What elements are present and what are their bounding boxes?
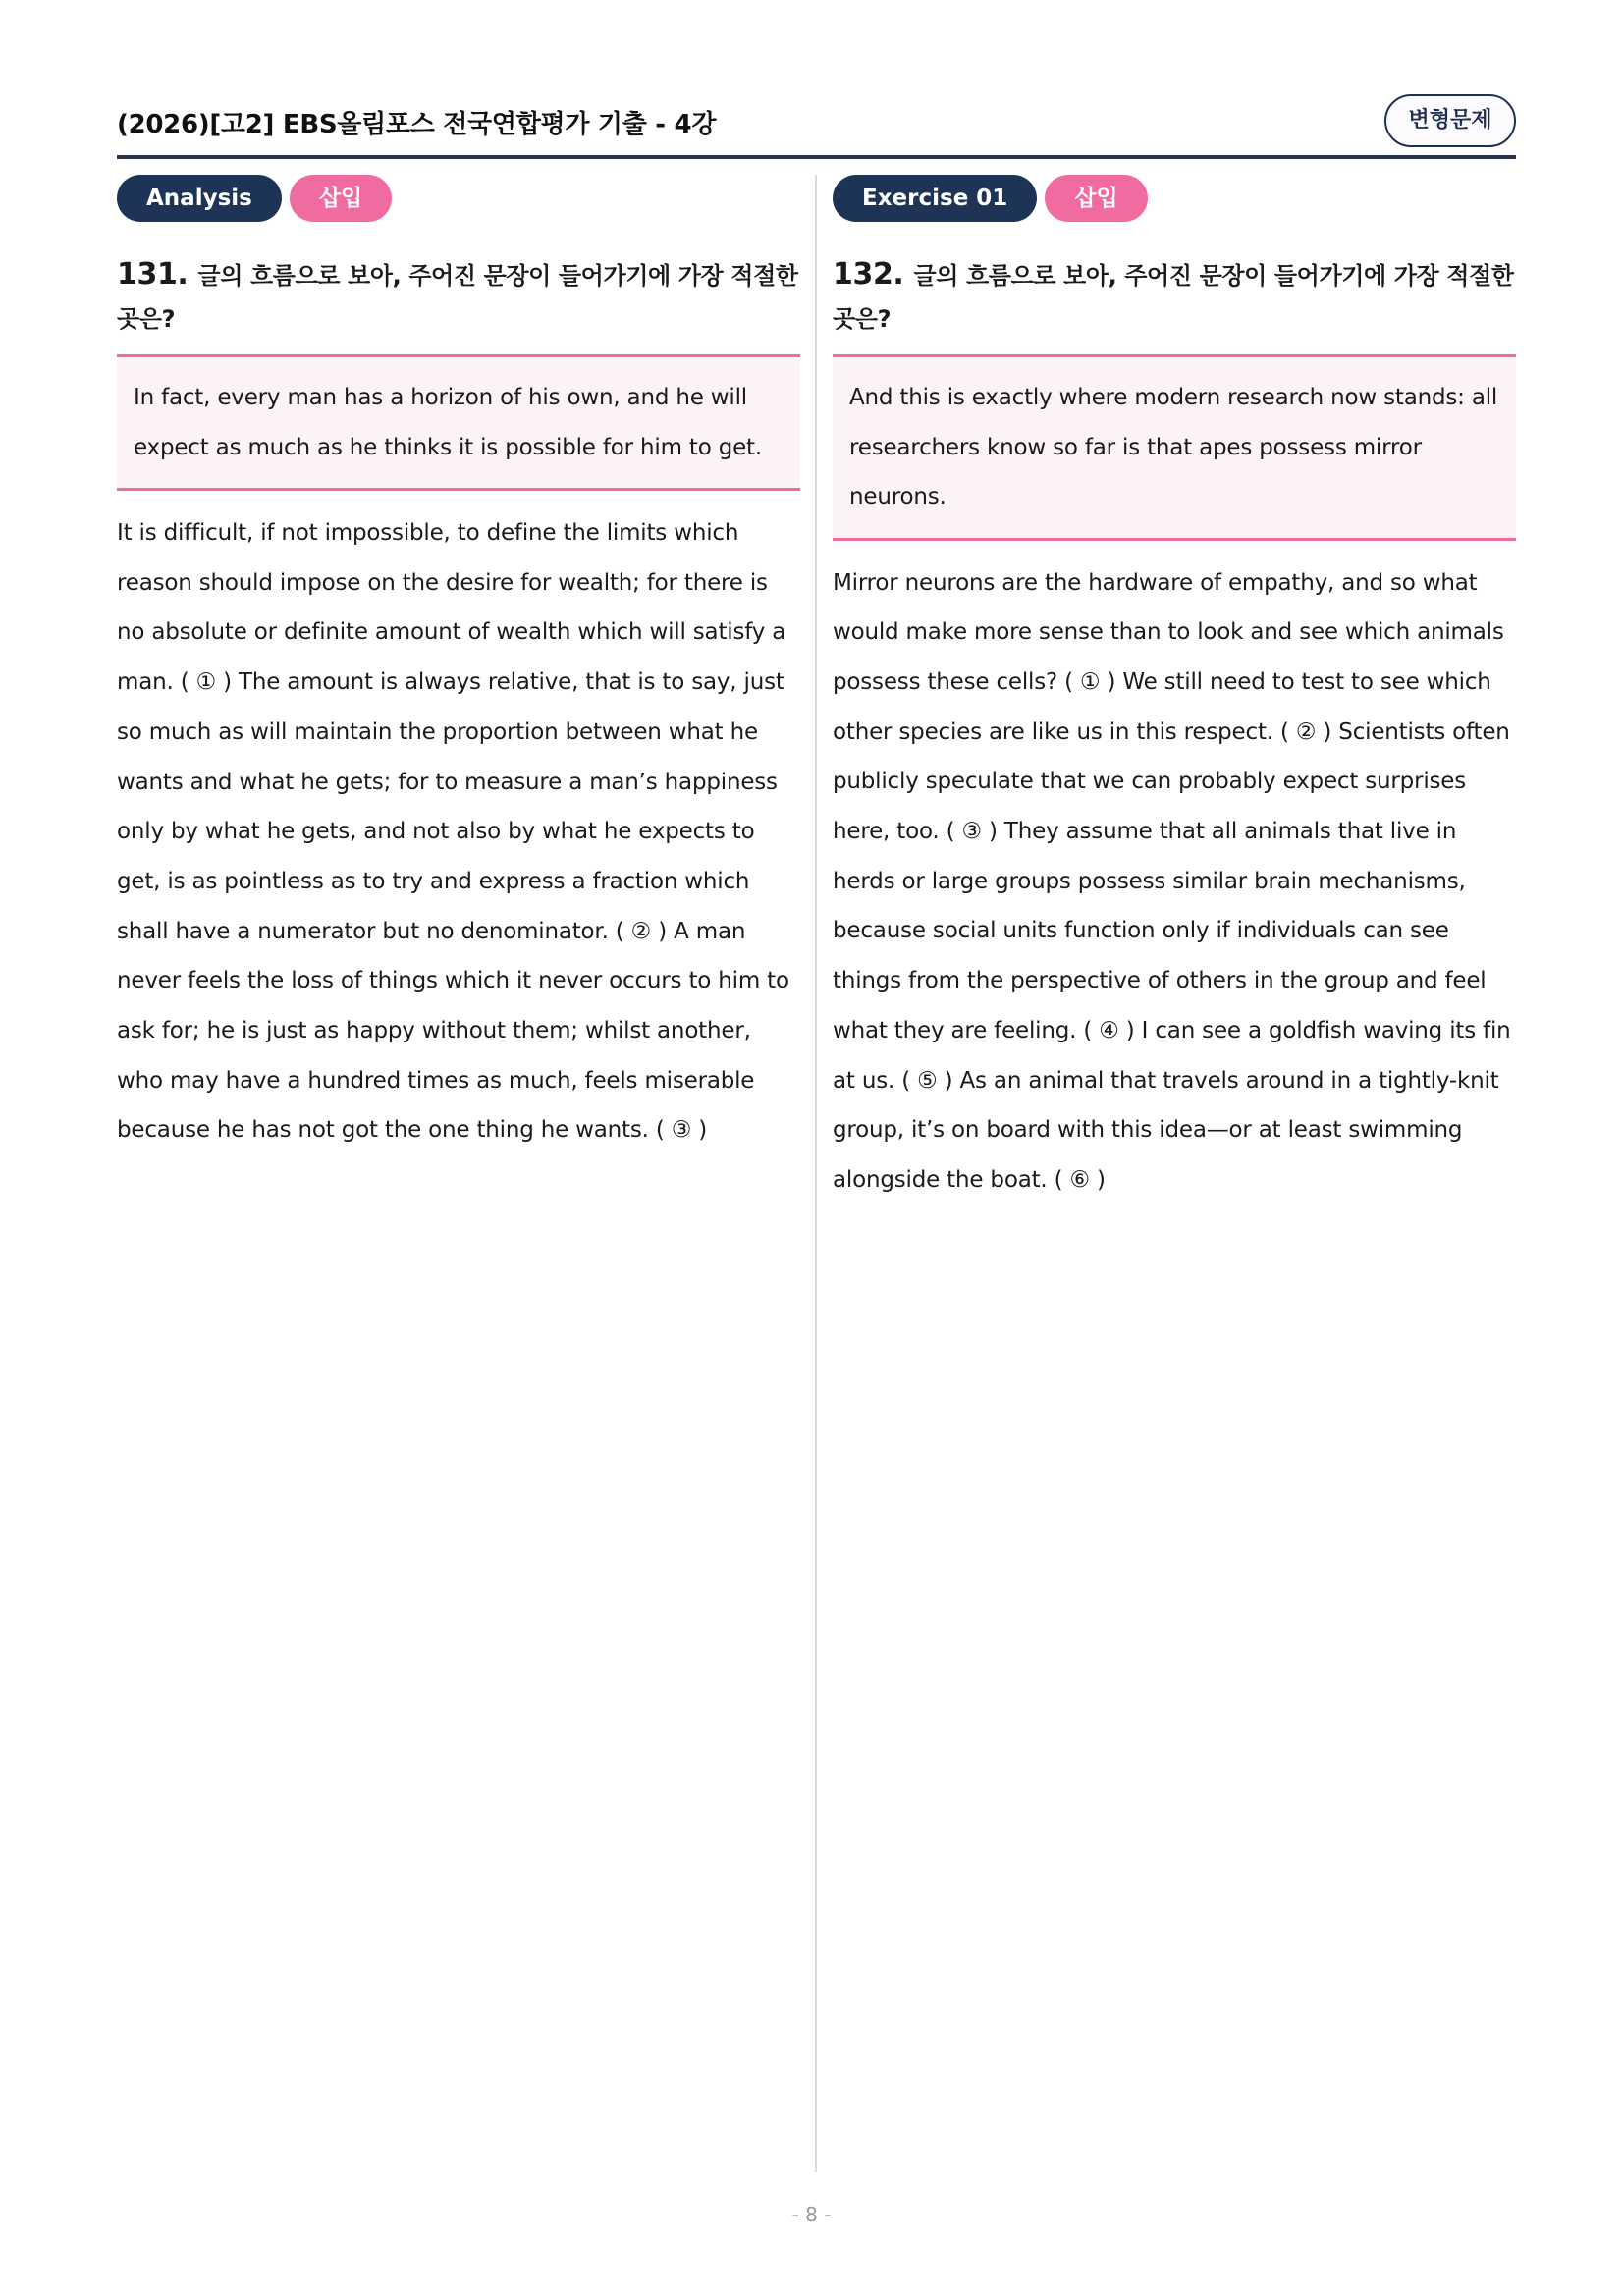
column-divider xyxy=(815,175,817,2172)
tag-row xyxy=(117,175,800,222)
header-divider xyxy=(117,155,1516,159)
question-text: 글의 흐름으로 보아, 주어진 문장이 들어가기에 가장 적절한 곳은? xyxy=(833,262,1514,333)
analysis-tag: Analysis xyxy=(117,175,282,222)
right-column xyxy=(833,175,1516,1205)
page-header xyxy=(117,94,1516,153)
question-text: 글의 흐름으로 보아, 주어진 문장이 들어가기에 가장 적절한 곳은? xyxy=(117,262,798,333)
page-number: - 8 - xyxy=(791,2203,832,2226)
left-column xyxy=(117,175,800,1155)
insertion-tag: 삽입 xyxy=(290,175,392,222)
question-131 xyxy=(117,253,800,341)
given-sentence-box: In fact, every man has a horizon of his own, and he will expect as much as he thinks it is possible for him to get. xyxy=(117,354,800,491)
question-number: 131. xyxy=(117,257,189,292)
passage-text: It is difficult, if not impossible, to define the limits which reason should impose on the desire for wealth; for there is no absolute or definite amount of wealth which will satisfy a man. ( ① ) The amount is always relative, that is to say, just so much as will maintain the proportion between what he wants and what he gets; for to measure a man’s happiness only by what he gets, and not also by what he expects to get, is as pointless as to try and express a fraction which shall have a numerator but no denominator. ( ② ) A man never feels the loss of things which it never occurs to him to ask for; he is just as happy without them; whilst another, who may have a hundred times as much, feels miserable because he has not got the one thing he wants. ( ③ ) xyxy=(117,520,789,1144)
passage-text: Mirror neurons are the hardware of empathy, and so what would make more sense than to look and see which animals possess these cells? ( ① ) We still need to test to see which other species are like us in this respect. ( ② ) Scientists often publicly speculate that we can probably expect surprises here, too. ( ③ ) They assume that all animals that live in herds or large groups possess similar brain mechanisms, because social units function only if individuals can see things from the perspective of others in the group and feel what they are feeling. ( ④ ) I can see a goldfish waving its fin at us. ( ⑤ ) As an animal that travels around in a tightly-knit group, it’s on board with this idea—or at least swimming alongside the boat. ( ⑥ ) xyxy=(833,569,1511,1193)
variant-badge: 변형문제 xyxy=(1384,94,1516,147)
question-number: 132. xyxy=(833,257,904,292)
exercise-tag: Exercise 01 xyxy=(833,175,1037,222)
question-132 xyxy=(833,253,1516,341)
tag-row xyxy=(833,175,1516,222)
given-sentence-box: And this is exactly where modern research now stands: all researchers know so far is that apes possess mirror neurons. xyxy=(833,354,1516,541)
header-title: (2026)[고2] EBS올림포스 전국연합평가 기출 - 4강 xyxy=(117,110,717,139)
insertion-tag: 삽입 xyxy=(1045,175,1147,222)
